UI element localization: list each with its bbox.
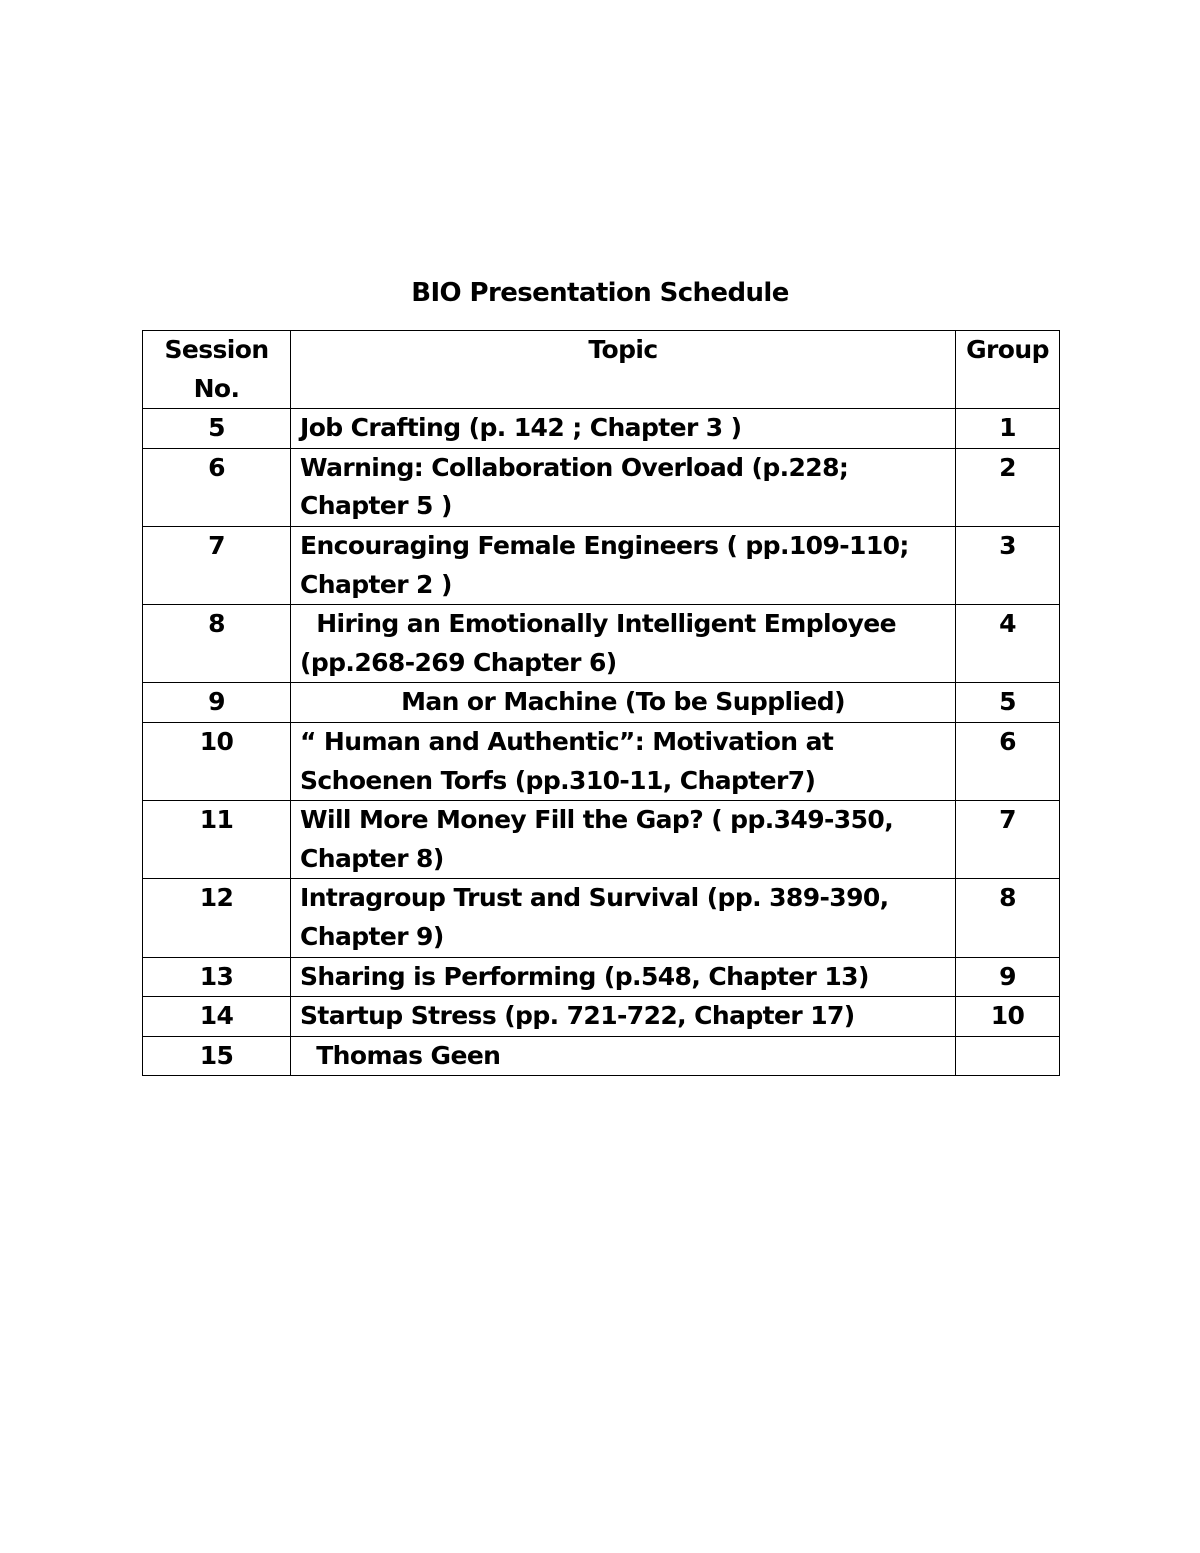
table-row (143, 801, 1060, 879)
session-cell: 13 (143, 957, 291, 997)
group-cell: 6 (956, 722, 1060, 800)
header-session: Session No. (143, 331, 291, 409)
topic-cell: Job Crafting (p. 142 ; Chapter 3 ) (291, 409, 956, 449)
session-cell: 14 (143, 997, 291, 1037)
table-row (143, 1036, 1060, 1076)
topic-cell: Startup Stress (pp. 721-722, Chapter 17) (291, 997, 956, 1037)
session-cell: 15 (143, 1036, 291, 1076)
group-cell: 5 (956, 683, 1060, 723)
group-cell: 3 (956, 526, 1060, 604)
table-row (143, 448, 1060, 526)
group-cell: 8 (956, 879, 1060, 957)
table-row (143, 605, 1060, 683)
table-row (143, 409, 1060, 449)
topic-cell: Warning: Collaboration Overload (p.228; Chapter 5 ) (291, 448, 956, 526)
session-cell: 9 (143, 683, 291, 723)
session-cell: 11 (143, 801, 291, 879)
session-cell: 7 (143, 526, 291, 604)
session-cell: 8 (143, 605, 291, 683)
group-cell: 4 (956, 605, 1060, 683)
table-row (143, 957, 1060, 997)
header-group: Group (956, 331, 1060, 409)
header-topic: Topic (291, 331, 956, 409)
group-cell: 9 (956, 957, 1060, 997)
session-cell: 10 (143, 722, 291, 800)
group-cell (956, 1036, 1060, 1076)
group-cell: 2 (956, 448, 1060, 526)
topic-cell: Sharing is Performing (p.548, Chapter 13) (291, 957, 956, 997)
table-row (143, 526, 1060, 604)
topic-cell: Man or Machine (To be Supplied) (291, 683, 956, 723)
group-cell: 7 (956, 801, 1060, 879)
schedule-table (142, 330, 1060, 1076)
topic-cell: Hiring an Emotionally Intelligent Employee (pp.268-269 Chapter 6) (291, 605, 956, 683)
page-title: BIO Presentation Schedule (411, 278, 789, 308)
topic-cell: “ Human and Authentic”: Motivation at Schoenen Torfs (pp.310-11, Chapter7) (291, 722, 956, 800)
topic-cell: Will More Money Fill the Gap? ( pp.349-350, Chapter 8) (291, 801, 956, 879)
group-cell: 1 (956, 409, 1060, 449)
table-header-row (143, 331, 1060, 409)
table-row (143, 722, 1060, 800)
session-cell: 5 (143, 409, 291, 449)
topic-cell: Intragroup Trust and Survival (pp. 389-390, Chapter 9) (291, 879, 956, 957)
session-cell: 12 (143, 879, 291, 957)
topic-cell: Thomas Geen (291, 1036, 956, 1076)
topic-cell: Encouraging Female Engineers ( pp.109-110; Chapter 2 ) (291, 526, 956, 604)
table-row (143, 683, 1060, 723)
session-cell: 6 (143, 448, 291, 526)
group-cell: 10 (956, 997, 1060, 1037)
table-row (143, 997, 1060, 1037)
table-row (143, 879, 1060, 957)
